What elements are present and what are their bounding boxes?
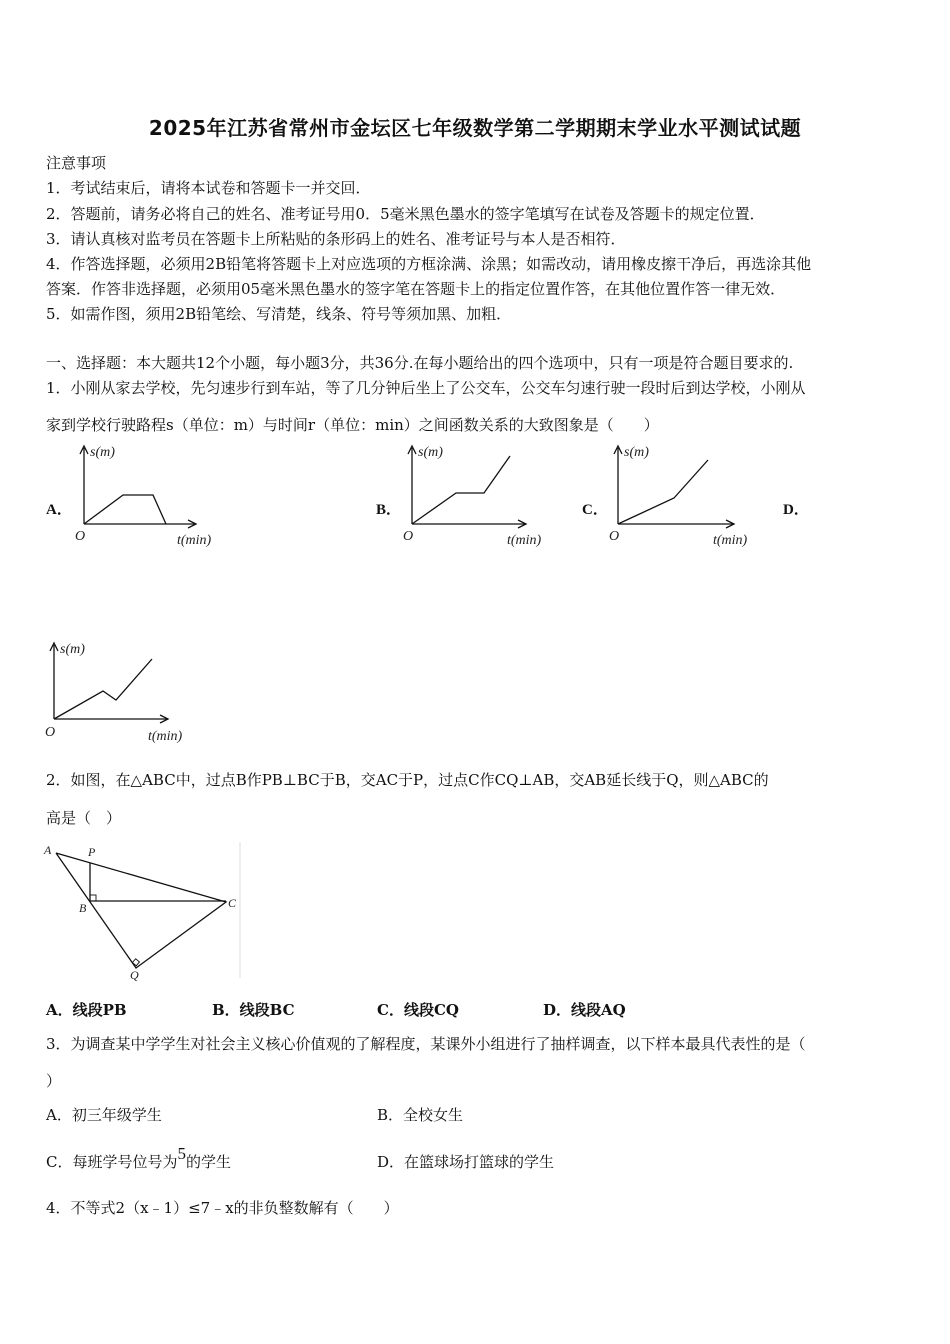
section-heading: 一、选择题：本大题共12个小题，每小题3分，共36分.在每小题给出的四个选项中，只有一项是符合题目要求的.	[46, 354, 794, 372]
x-axis-label: t(min)	[177, 533, 212, 548]
notice-item-5: 5．如需作图，须用2B铅笔绘、写清楚，线条、符号等须加黑、加粗．	[46, 305, 512, 323]
q2-text-line2: 高是（ ）	[46, 809, 122, 827]
q1-option-a-label: A．	[46, 502, 72, 518]
point-p-label: P	[88, 845, 96, 859]
q2-option-a: A．线段PB	[46, 1001, 127, 1019]
q1-option-c-label: C．	[582, 502, 608, 518]
q3-text-line1: 3．为调查某中学学生对社会主义核心价值观的了解程度，某课外小组进行了抽样调查，以下样本最具代表性的是（	[46, 1035, 806, 1053]
x-axis-label: t(min)	[148, 729, 183, 744]
q2-text-line1: 2．如图，在△ABC中，过点B作PB⊥BC于B，交AC于P，过点C作CQ⊥AB，交AB延长线于Q，则△ABC的	[46, 771, 769, 789]
q1-graph-c	[604, 440, 764, 550]
y-axis-label: s(m)	[90, 445, 115, 460]
q1-graph-d	[40, 637, 200, 747]
q2-option-d: D．线段AQ	[543, 1001, 626, 1019]
origin-label: O	[403, 529, 414, 544]
x-axis-label: t(min)	[507, 533, 542, 548]
q1-graph-a	[70, 440, 230, 550]
point-c-label: C	[228, 896, 237, 910]
q1-graph-b	[398, 440, 558, 550]
point-b-label: B	[79, 901, 87, 915]
origin-label: O	[75, 529, 86, 544]
q1-text-line1: 1．小刚从家去学校，先匀速步行到车站，等了几分钟后坐上了公交车，公交车匀速行驶一段时后到达学校，小刚从	[46, 379, 806, 397]
q1-option-d-label: D．	[783, 502, 809, 518]
q3-text-line2: ）	[46, 1072, 62, 1090]
point-a-label: A	[44, 843, 52, 857]
q3-option-c-prefix: C．每班学号位号为	[46, 1153, 178, 1171]
point-q-label: Q	[130, 968, 139, 982]
y-axis-label: s(m)	[624, 445, 649, 460]
q2-option-b: B．线段BC	[212, 1001, 295, 1019]
origin-label: O	[609, 529, 620, 544]
notice-item-2: 2．答题前，请务必将自己的姓名、准考证号用0．5毫米黑色墨水的签字笔填写在试卷及答题卡的规定位置．	[46, 205, 765, 223]
q3-option-a: A．初三年级学生	[46, 1106, 162, 1124]
origin-label: O	[45, 725, 56, 740]
graph-a-curve	[84, 495, 166, 524]
graph-d-curve	[54, 659, 152, 719]
right-angle-b	[90, 895, 96, 901]
graph-c-curve	[618, 460, 708, 524]
notice-heading: 注意事项	[46, 154, 107, 172]
notice-item-4: 4．作答选择题，必须用2B铅笔将答题卡上对应选项的方框涂满、涂黑；如需改动，请用橡皮擦干净后，再选涂其他	[46, 255, 812, 273]
notice-item-1: 1．考试结束后，请将本试卷和答题卡一并交回．	[46, 179, 371, 197]
q2-triangle-figure	[40, 838, 245, 983]
x-axis-label: t(min)	[713, 533, 748, 548]
y-axis-label: s(m)	[418, 445, 443, 460]
q1-option-b-label: B．	[376, 502, 402, 518]
q3-option-d: D．在篮球场打篮球的学生	[377, 1153, 555, 1171]
q3-option-c-number: 5	[177, 1144, 186, 1163]
q2-option-c: C．线段CQ	[377, 1001, 459, 1019]
q3-option-c	[46, 1144, 231, 1172]
page-title: 2025年江苏省常州市金坛区七年级数学第二学期期末学业水平测试试题	[148, 116, 802, 140]
q4-text-line1: 4．不等式2（x﹣1）≤7﹣x的非负整数解有（ ）	[46, 1199, 399, 1217]
q3-option-b: B．全校女生	[377, 1106, 464, 1124]
notice-item-4-cont: 答案．作答非选择题，必须用05毫米黑色墨水的签字笔在答题卡上的指定位置作答，在其他位置作答一律无效．	[46, 280, 786, 298]
notice-item-3: 3．请认真核对监考员在答题卡上所粘贴的条形码上的姓名、准考证号与本人是否相符．	[46, 230, 626, 248]
graph-b-curve	[412, 456, 510, 524]
y-axis-label: s(m)	[60, 642, 85, 657]
q3-option-c-suffix: 的学生	[185, 1153, 231, 1171]
q1-text-line2: 家到学校行驶路程s（单位：m）与时间r（单位：min）之间函数关系的大致图象是（ ）	[46, 416, 659, 434]
